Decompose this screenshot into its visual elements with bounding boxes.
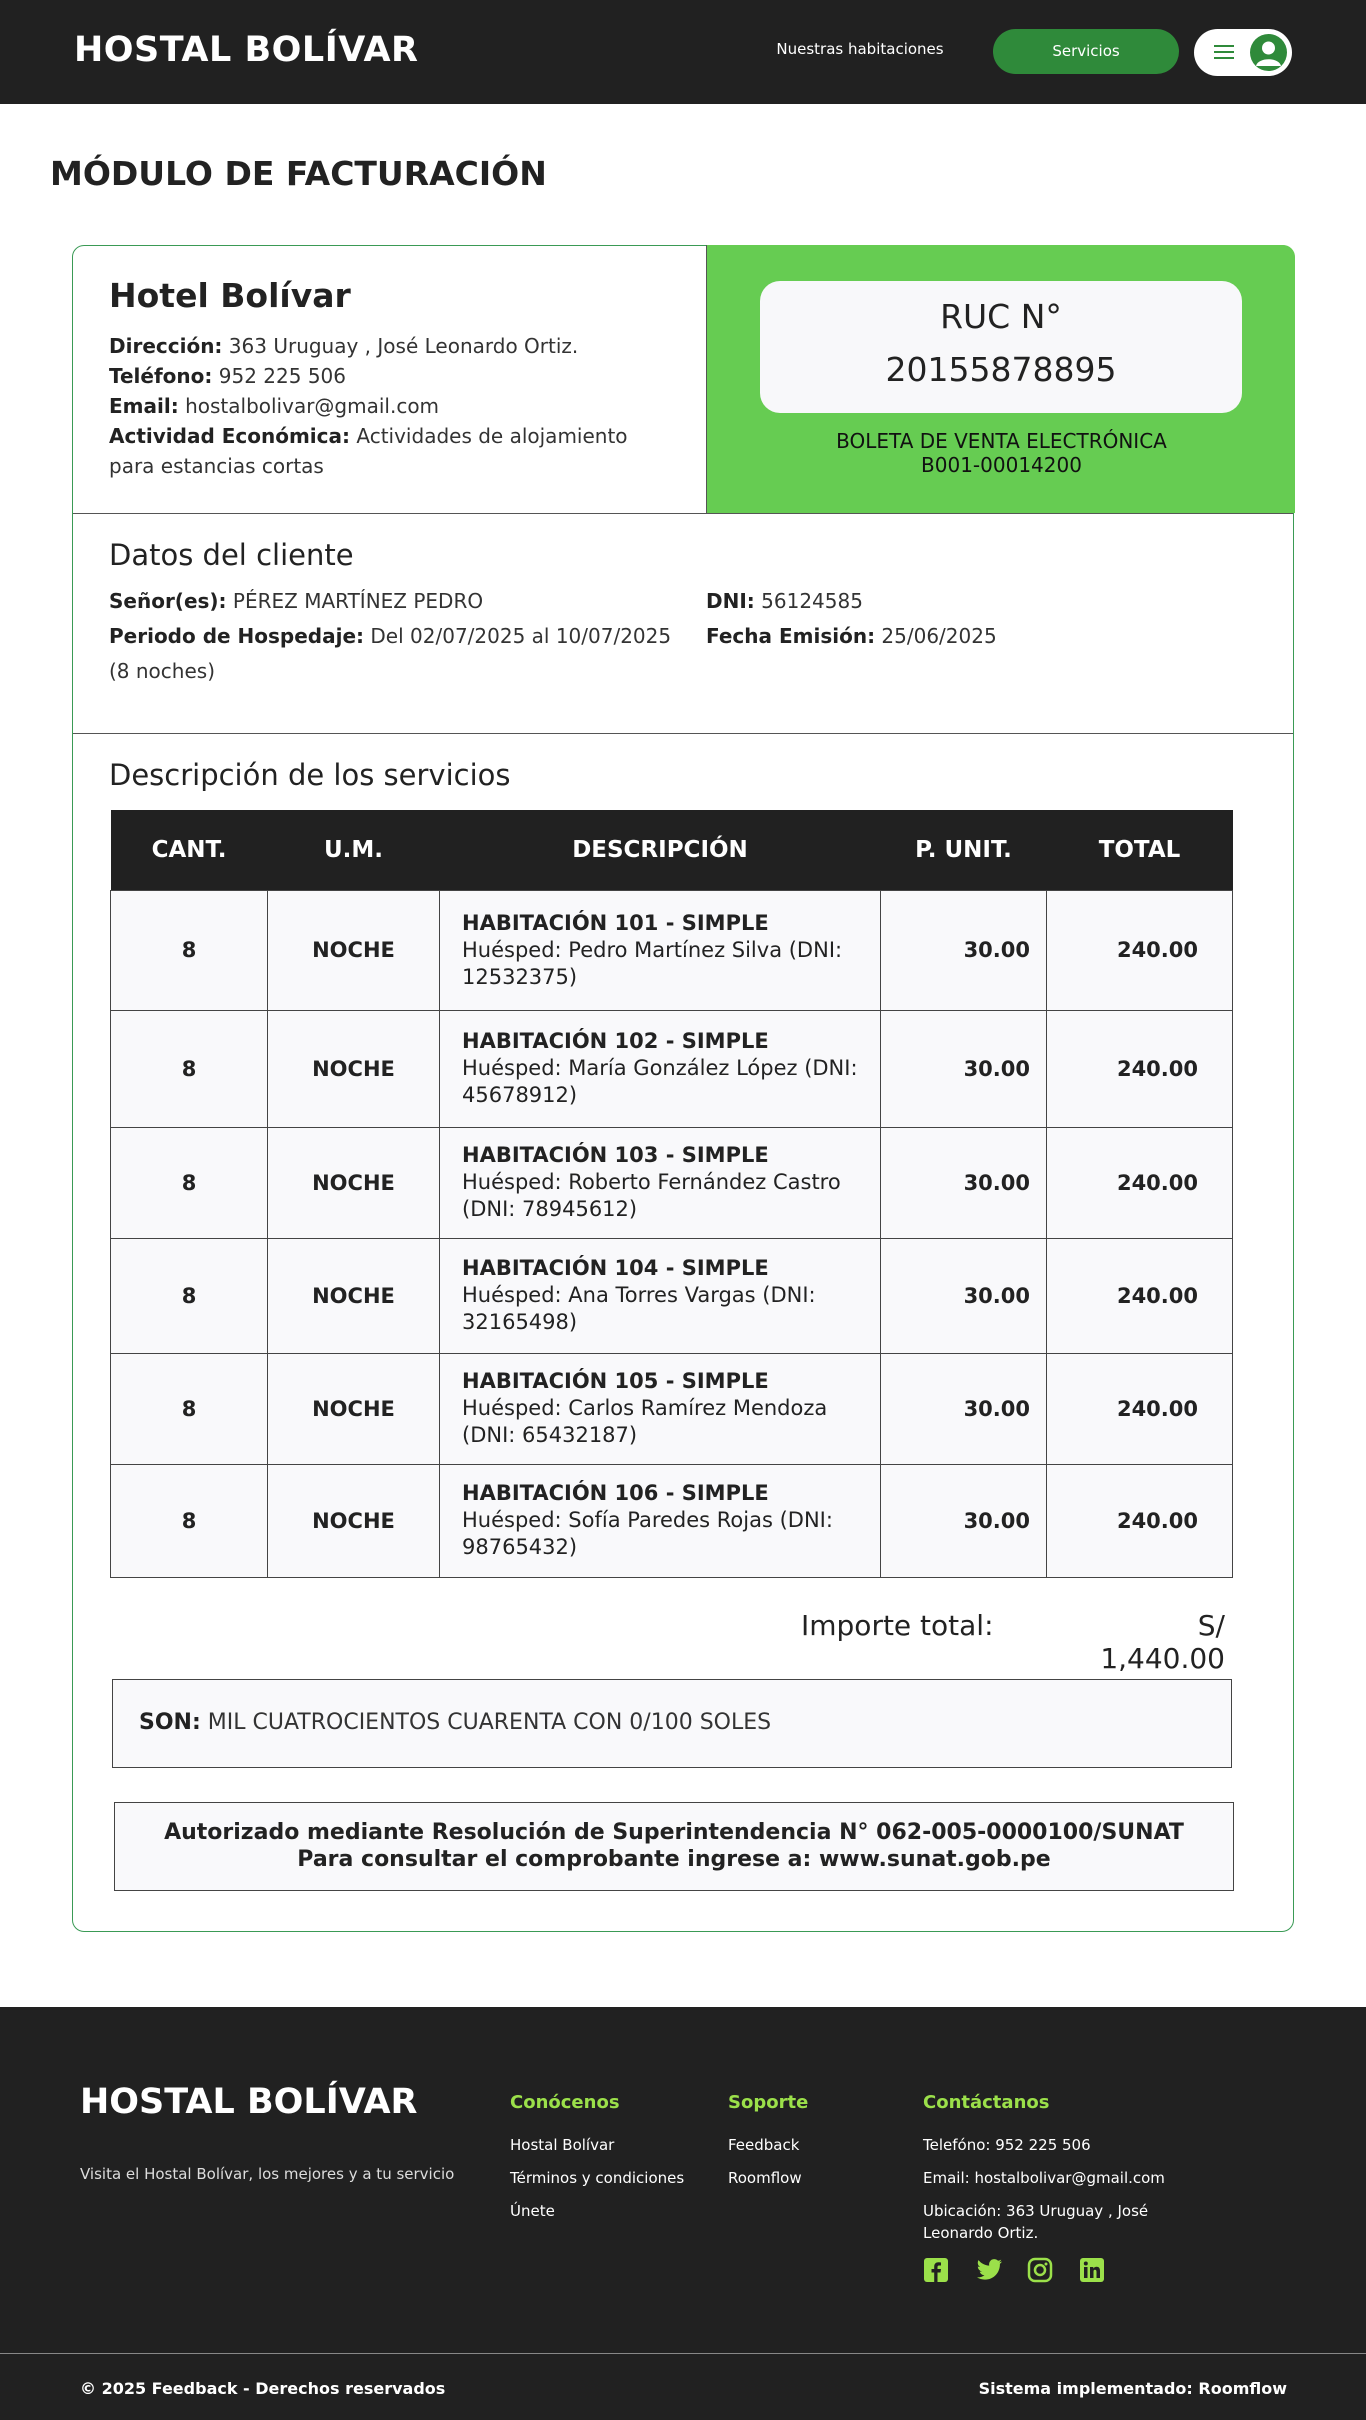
menu-icon: [1214, 45, 1234, 60]
services-table: [110, 810, 1233, 1578]
row-unit: NOCHE: [268, 1127, 440, 1238]
services-section-title: Descripción de los servicios: [109, 758, 511, 792]
document-type-label: BOLETA DE VENTA ELECTRÓNICA: [836, 429, 1167, 453]
brand-logo[interactable]: HOSTAL BOLÍVAR: [74, 30, 419, 70]
table-row: [111, 1238, 1233, 1353]
row-description: HABITACIÓN 104 - SIMPLE Huésped: Ana Torres Vargas (DNI: 32165498): [440, 1238, 881, 1353]
row-description: HABITACIÓN 103 - SIMPLE Huésped: Roberto Fernández Castro (DNI: 78945612): [440, 1127, 881, 1238]
row-qty: 8: [111, 1238, 268, 1353]
row-description: HABITACIÓN 102 - SIMPLE Huésped: María González López (DNI: 45678912): [440, 1010, 881, 1127]
instagram-icon[interactable]: [1027, 2257, 1053, 2283]
system-credit: Sistema implementado: Roomflow: [978, 2379, 1287, 2398]
row-total: 240.00: [1047, 1127, 1233, 1238]
divider: [73, 513, 1293, 514]
table-row: [111, 1353, 1233, 1464]
client-period: Periodo de Hospedaje: Del 02/07/2025 al 10/07/2025 (8 noches): [109, 624, 672, 683]
row-unit-price: 30.00: [881, 1127, 1047, 1238]
row-total: 240.00: [1047, 1010, 1233, 1127]
row-unit: NOCHE: [268, 1464, 440, 1577]
footer-address: Ubicación: 363 Uruguay , José Leonardo Ortiz.: [923, 2202, 1149, 2242]
company-info: [109, 276, 669, 481]
ruc-panel: [706, 245, 1295, 513]
company-name: Hotel Bolívar: [109, 276, 351, 315]
footer-phone: Telefóno: 952 225 506: [923, 2136, 1091, 2154]
nav-rooms-link[interactable]: Nuestras habitaciones: [776, 40, 944, 58]
twitter-icon[interactable]: [975, 2257, 1001, 2283]
column-header: P. UNIT.: [881, 810, 1047, 890]
row-description: HABITACIÓN 106 - SIMPLE Huésped: Sofía Paredes Rojas (DNI: 98765432): [440, 1464, 881, 1577]
table-row: [111, 890, 1233, 1010]
client-dni: DNI: 56124585: [706, 589, 863, 613]
user-icon: [1250, 34, 1287, 71]
linkedin-icon[interactable]: [1079, 2257, 1105, 2283]
table-row: [111, 1010, 1233, 1127]
row-unit-price: 30.00: [881, 1353, 1047, 1464]
sunat-authorization: [114, 1802, 1234, 1891]
ruc-label: RUC N°: [940, 297, 1062, 336]
row-unit-price: 30.00: [881, 890, 1047, 1010]
footer-link[interactable]: Hostal Bolívar: [510, 2136, 615, 2154]
row-unit: NOCHE: [268, 1353, 440, 1464]
client-section: [109, 538, 1259, 683]
footer: [0, 2007, 1366, 2420]
document-type: [707, 429, 1296, 477]
row-unit: NOCHE: [268, 1010, 440, 1127]
footer-divider: [0, 2353, 1366, 2354]
company-address: Dirección: 363 Uruguay , José Leonardo Ortiz.: [109, 334, 579, 358]
copyright: © 2025 Feedback - Derechos reservados: [80, 2379, 446, 2398]
footer-column-contact: [923, 2092, 1183, 2255]
client-issue-date: Fecha Emisión: 25/06/2025: [706, 624, 997, 648]
row-unit-price: 30.00: [881, 1238, 1047, 1353]
client-section-title: Datos del cliente: [109, 538, 354, 572]
footer-link[interactable]: Únete: [510, 2202, 555, 2220]
company-activity: Actividad Económica: Actividades de alojamiento para estancias cortas: [109, 424, 628, 478]
consult-line: Para consultar el comprobante ingrese a: www.sunat.gob.pe: [297, 1847, 1051, 1872]
company-email: Email: hostalbolivar@gmail.com: [109, 394, 440, 418]
total-label: Importe total:: [801, 1609, 994, 1642]
footer-link[interactable]: Términos y condiciones: [510, 2169, 685, 2187]
authorization-line: Autorizado mediante Resolución de Superintendencia N° 062-005-0000100/SUNAT: [164, 1820, 1184, 1845]
row-description: HABITACIÓN 105 - SIMPLE Huésped: Carlos Ramírez Mendoza (DNI: 65432187): [440, 1353, 881, 1464]
column-header: CANT.: [111, 810, 268, 890]
footer-email: Email: hostalbolivar@gmail.com: [923, 2169, 1165, 2187]
social-links: [923, 2257, 1126, 2283]
footer-column-title: Contáctanos: [923, 2092, 1050, 2113]
footer-column-title: Conócenos: [510, 2092, 620, 2113]
divider: [73, 733, 1293, 734]
nav-services-button[interactable]: Servicios: [993, 29, 1179, 74]
row-qty: 8: [111, 890, 268, 1010]
footer-brand: HOSTAL BOLÍVAR: [80, 2082, 418, 2122]
facebook-icon[interactable]: [923, 2257, 949, 2283]
ruc-number: 20155878895: [885, 350, 1117, 389]
row-description: HABITACIÓN 101 - SIMPLE Huésped: Pedro Martínez Silva (DNI: 12532375): [440, 890, 881, 1010]
company-phone: Teléfono: 952 225 506: [109, 364, 346, 388]
footer-tagline: Visita el Hostal Bolívar, los mejores y a tu servicio: [80, 2165, 455, 2183]
invoice-card: [72, 245, 1294, 1932]
document-number: B001-00014200: [921, 453, 1082, 477]
footer-column-title: Soporte: [728, 2092, 809, 2113]
row-total: 240.00: [1047, 1238, 1233, 1353]
client-name: Señor(es): PÉREZ MARTÍNEZ PEDRO: [109, 589, 484, 613]
column-header: TOTAL: [1047, 810, 1233, 890]
row-qty: 8: [111, 1464, 268, 1577]
row-unit-price: 30.00: [881, 1464, 1047, 1577]
user-menu-button[interactable]: [1194, 29, 1292, 76]
footer-link[interactable]: Roomflow: [728, 2169, 802, 2187]
ruc-box: [760, 281, 1242, 413]
row-total: 240.00: [1047, 890, 1233, 1010]
row-unit: NOCHE: [268, 890, 440, 1010]
row-total: 240.00: [1047, 1353, 1233, 1464]
footer-link[interactable]: Feedback: [728, 2136, 800, 2154]
row-unit: NOCHE: [268, 1238, 440, 1353]
row-unit-price: 30.00: [881, 1010, 1047, 1127]
page-title: MÓDULO DE FACTURACIÓN: [50, 154, 547, 193]
amount-in-words: SON: MIL CUATROCIENTOS CUARENTA CON 0/100 SOLES: [112, 1679, 1232, 1768]
table-row: [111, 1464, 1233, 1577]
row-qty: 8: [111, 1010, 268, 1127]
footer-column-about: [510, 2092, 684, 2233]
row-total: 240.00: [1047, 1464, 1233, 1577]
top-header: [0, 0, 1366, 104]
row-qty: 8: [111, 1353, 268, 1464]
table-header-row: [111, 810, 1233, 890]
row-qty: 8: [111, 1127, 268, 1238]
footer-column-support: [728, 2092, 808, 2200]
total-value: S/ 1,440.00: [1100, 1609, 1225, 1675]
column-header: U.M.: [268, 810, 440, 890]
table-row: [111, 1127, 1233, 1238]
column-header: DESCRIPCIÓN: [440, 810, 881, 890]
